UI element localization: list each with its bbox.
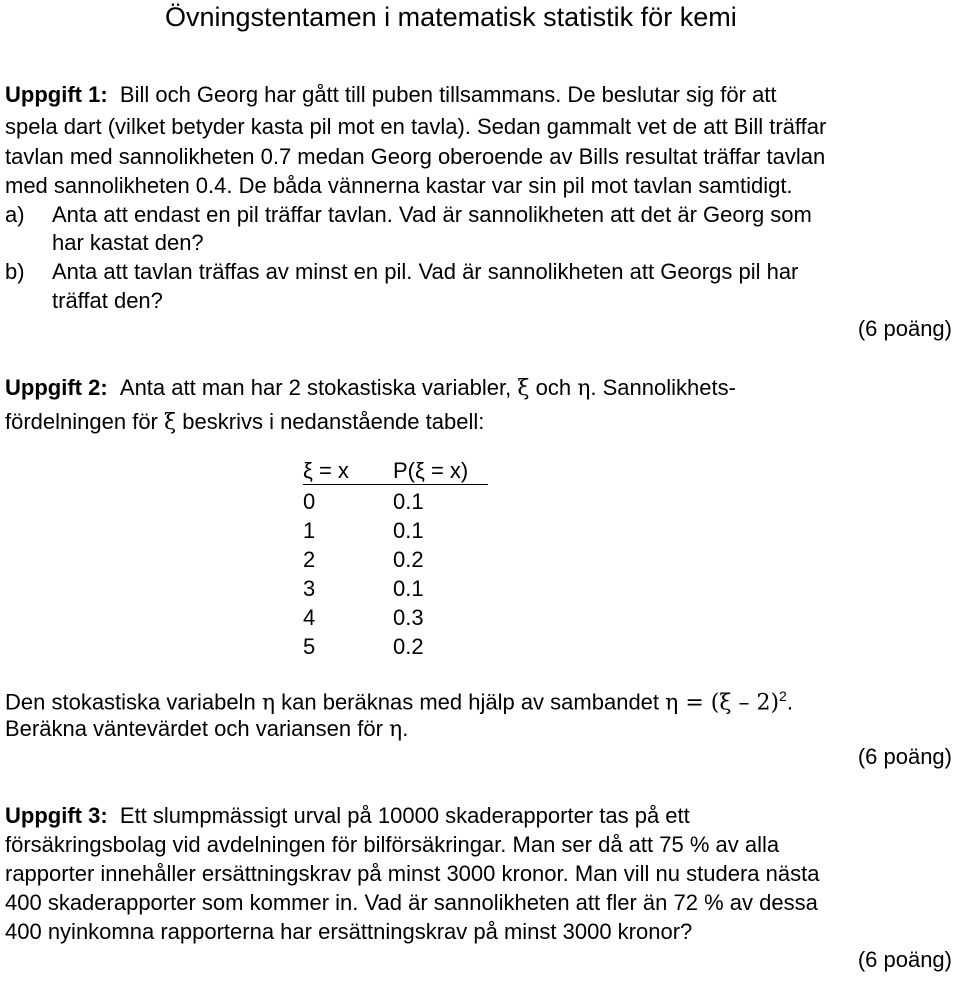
- task-3-line-5: 400 nyinkomna rapporterna har ersättningskrav på minst 3000 kronor?: [5, 919, 693, 944]
- table-row: [303, 574, 488, 603]
- task-2-line-2: [5, 407, 484, 437]
- eta-symbol: η: [261, 690, 275, 716]
- table-row: [303, 516, 488, 545]
- task-3-line-3: rapporter innehåller ersättningskrav på minst 3000 kronor. Man vill nu studera nästa: [5, 861, 820, 886]
- task-1-part-b-line-2: träffat den?: [52, 288, 163, 313]
- table-row: [303, 487, 488, 516]
- cell-p: 0.1: [393, 489, 424, 514]
- page-title: Övningstentamen i matematisk statistik för kemi: [165, 2, 737, 32]
- cell-x: 5: [303, 634, 316, 659]
- cell-x: 2: [303, 547, 316, 572]
- cell-p: 0.2: [393, 634, 424, 659]
- cell-x: 3: [303, 576, 316, 601]
- cell-x: 0: [303, 489, 316, 514]
- task-2-line-2-end: beskrivs i nedanstående tabell:: [182, 409, 485, 434]
- task-2-after-end: .: [786, 689, 793, 715]
- task-2-intro: Anta att man har 2 stokastiska variabler,: [119, 375, 512, 400]
- table-row: [303, 545, 488, 574]
- task-3-line-4: 400 skaderapporter som kommer in. Vad är sannolikheten att fler än 72 % av dessa: [5, 890, 818, 915]
- task-1-points: (6 poäng): [857, 316, 952, 341]
- cell-p: 0.2: [393, 547, 424, 572]
- task-2-och: och: [535, 375, 572, 400]
- task-3-line-2: försäkringsbolag vid avdelningen för bilförsäkringar. Man ser då att 75 % av alla: [5, 832, 780, 857]
- header-x: ξ = x: [303, 458, 393, 485]
- task-1-line-1: [5, 80, 777, 109]
- formula: η = (ξ – 2): [665, 690, 780, 716]
- task-2-points: (6 poäng): [857, 744, 952, 769]
- formula-exponent: 2: [779, 688, 787, 704]
- task-1-line-2: spela dart (vilket betyder kasta pil mot en tavla). Sedan gammalt vet de att Bill träffar: [5, 114, 827, 139]
- task-1-line-3: tavlan med sannolikheten 0.7 medan Georg oberoende av Bills resultat träffar tavlan: [5, 144, 826, 169]
- cell-p: 0.1: [393, 576, 424, 601]
- task-2-intro-end: . Sannolikhets-: [590, 375, 736, 400]
- task-2-after-mid: kan beräknas med hjälp av sambandet: [281, 689, 660, 715]
- task-1-part-b-line-1: Anta att tavlan träffas av minst en pil. Vad är sannolikheten att Georgs pil har: [52, 259, 799, 284]
- cell-x: 1: [303, 518, 316, 543]
- task-2-label: Uppgift 2:: [5, 375, 108, 400]
- eta-symbol: η: [577, 376, 591, 401]
- task-2-after-text: Den stokastiska variabeln: [5, 689, 256, 715]
- task-3-line-1: [5, 801, 690, 830]
- cell-x: 4: [303, 605, 316, 630]
- task-1-part-a-label: a): [5, 202, 25, 227]
- task-1-part-a-line-2: har kastat den?: [52, 230, 204, 255]
- task-2-line-1: [5, 373, 736, 403]
- task-2-after-line-1: [5, 682, 793, 717]
- table-header: [303, 458, 488, 485]
- task-1-line-4: med sannolikheten 0.4. De båda vännerna kastar var sin pil mot tavlan samtidigt.: [5, 173, 793, 198]
- xi-symbol: ξ: [164, 410, 177, 435]
- header-p: P(ξ = x): [393, 458, 488, 485]
- task-1-part-a-line-1: Anta att endast en pil träffar tavlan. Vad är sannolikheten att det är Georg som: [52, 202, 812, 227]
- task-1-text: Bill och Georg har gått till puben tillsammans. De beslutar sig för att: [119, 82, 777, 107]
- task-2-after-line-2: [5, 714, 408, 744]
- eta-symbol: η: [389, 717, 403, 742]
- task-3-text: Ett slumpmässigt urval på 10000 skaderapporter tas på ett: [119, 803, 690, 828]
- distribution-table: [303, 458, 488, 661]
- task-2-question-end: .: [402, 716, 409, 741]
- task-2-line-2-text: fördelningen för: [5, 409, 158, 434]
- task-1-part-b-label: b): [5, 259, 25, 284]
- xi-symbol: ξ: [517, 376, 530, 401]
- table-row: [303, 632, 488, 661]
- task-3-points: (6 poäng): [857, 947, 952, 972]
- task-1-label: Uppgift 1:: [5, 82, 108, 107]
- task-3-label: Uppgift 3:: [5, 803, 108, 828]
- task-2-question: Beräkna väntevärdet och variansen för: [5, 716, 383, 741]
- table-row: [303, 603, 488, 632]
- cell-p: 0.1: [393, 518, 424, 543]
- cell-p: 0.3: [393, 605, 424, 630]
